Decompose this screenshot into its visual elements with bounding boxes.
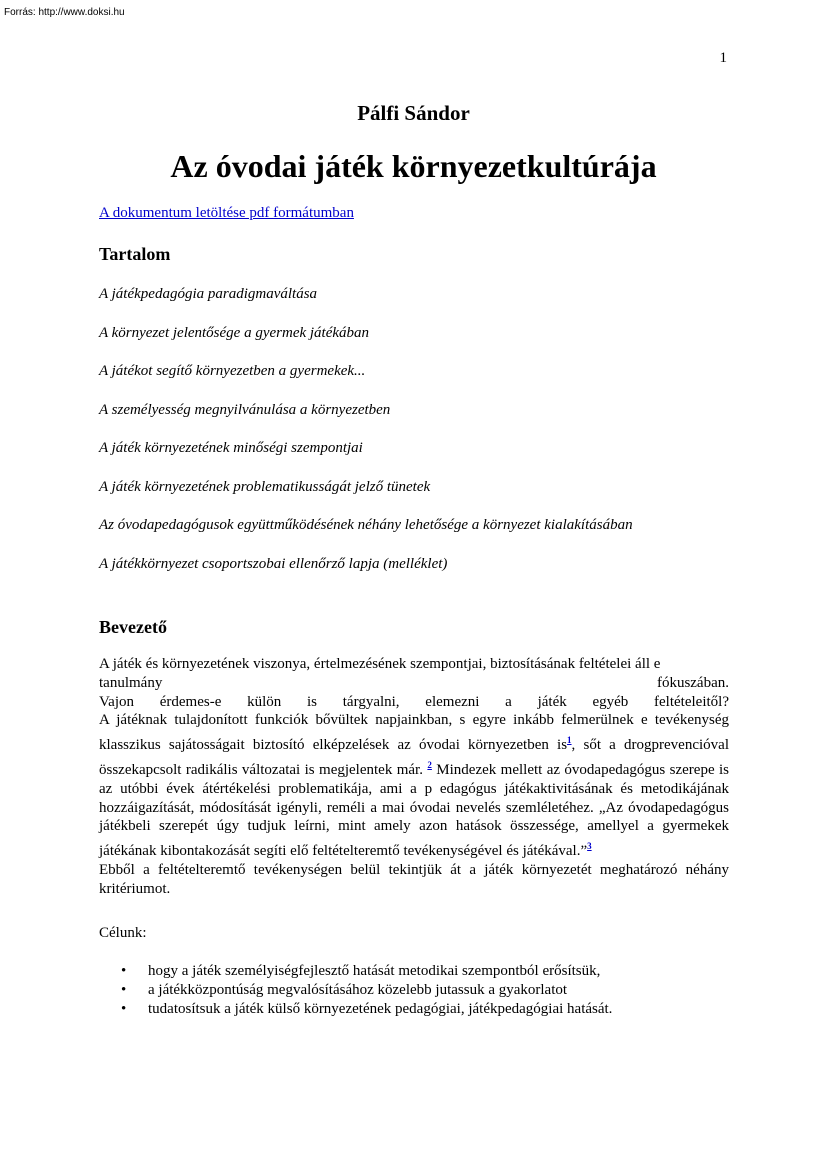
goal-text: a játékközpontúság megvalósításához közelebb jutassuk a gyakorlatot: [148, 982, 568, 998]
toc-item[interactable]: Az óvodapedagógusok együttműködésének néhány lehetősége a környezet kialakításában: [99, 517, 633, 533]
author-name: Pálfi Sándor: [357, 101, 470, 125]
toc-item[interactable]: A játék környezetének minőségi szempontjai: [99, 440, 363, 456]
toc-heading: Tartalom: [99, 244, 171, 264]
footnote-ref-3[interactable]: 3: [587, 841, 592, 852]
goals-label: Célunk:: [99, 925, 147, 941]
page-number: 1: [719, 50, 727, 66]
goal-item: [99, 1000, 612, 1019]
intro-line-1: A játék és környezetének viszonya, értelmezésének szempontjai, biztosításának feltételei áll e: [99, 656, 661, 672]
intro-paragraph-2: [99, 711, 729, 861]
paragraph-text: A játéknak tulajdonított funkciók bővültek napjainkban, s egyre inkább felmerülnek e tevékenység klasszikus sajátosságait biztosító elképzelések az óvodai környezetben is: [99, 712, 729, 754]
goal-text: hogy a játék személyiségfejlesztő hatását metodikai szempontból erősítsük,: [148, 963, 601, 979]
footnote-ref-1[interactable]: 1: [567, 735, 572, 746]
bullet-icon: •: [121, 963, 127, 979]
source-url: Forrás: http://www.doksi.hu: [4, 7, 125, 18]
goal-text: tudatosítsuk a játék külső környezetének pedagógiai, játékpedagógiai hatását.: [148, 1001, 613, 1017]
bullet-icon: •: [121, 982, 127, 998]
intro-paragraph-3: Ebből a feltételteremtő tevékenységen belül tekintjük át a játék környezetét meghatározó néhány kritériumot.: [99, 861, 729, 897]
intro-line-2: tanulmány fókuszában.: [99, 674, 729, 691]
table-of-contents: [99, 283, 633, 591]
intro-body: [99, 655, 729, 899]
toc-item[interactable]: A játékkörnyezet csoportszobai ellenőrző lapja (melléklet): [99, 555, 448, 572]
intro-heading: Bevezető: [99, 617, 167, 637]
toc-item[interactable]: A játék környezetének problematikusságát jelző tünetek: [99, 478, 431, 495]
document-title: Az óvodai játék környezetkultúrája: [170, 148, 657, 184]
goal-item: [99, 981, 612, 1000]
paragraph-text: , sőt a drogprevencióval összekapcsolt radikális változatai is megjelentek már.: [99, 737, 729, 778]
toc-item[interactable]: A személyesség megnyilvánulása a környezetben: [99, 401, 391, 418]
paragraph-text: Mindezek mellett az óvodapedagógus szerepe is az utóbbi évek átértékelési problematikája, ami a p edagógus játékaktivitásának és metodikájának hozzáigazítását, módosítását igényli, reméli a mai óvodai nevelés szemléletéhez. „Az óvodapedagógus játékbeli szerepét úgy tudjuk leírni, mint amely azon hatások összessége, amellyel a gyermekek játékának kibontakozását segíti elő feltételteremtő tevékenységével és játékával.”: [99, 761, 730, 860]
intro-line-3: Vajon érdemes-e külön is tárgyalni, elemezni a játék egyéb feltételeitől?: [99, 693, 729, 710]
toc-item[interactable]: A játékpedagógia paradigmaváltása: [99, 286, 318, 302]
bullet-icon: •: [121, 1001, 127, 1017]
goal-item: [99, 962, 612, 981]
pdf-download-link[interactable]: A dokumentum letöltése pdf formátumban: [99, 205, 354, 221]
toc-item[interactable]: A játékot segítő környezetben a gyermekek...: [99, 363, 366, 379]
footnote-ref-2[interactable]: 2: [427, 759, 432, 770]
toc-item[interactable]: A környezet jelentősége a gyermek játékában: [99, 324, 370, 341]
goals-list: [99, 962, 612, 1019]
